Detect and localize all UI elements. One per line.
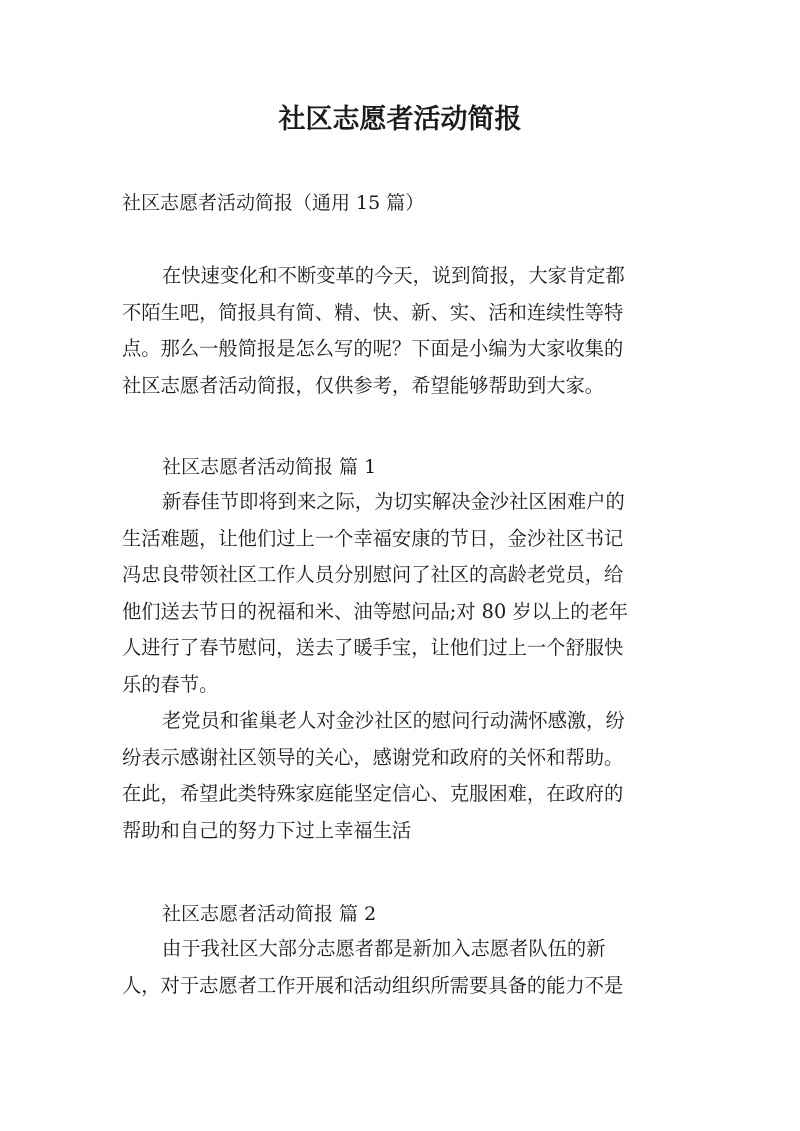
paragraph-line: 人，对于志愿者工作开展和活动组织所需要具备的能力不是	[122, 973, 624, 997]
paragraph-line: 新春佳节即将到来之际，为切实解决金沙社区困难户的	[162, 490, 625, 513]
paragraph-line: 他们送去节日的祝福和米、油等慰问品;对 80 岁以上的老年	[122, 599, 629, 623]
section-1-paragraph-2	[122, 703, 625, 849]
intro-line: 在快速变化和不断变革的今天，说到简报，大家肯定都	[162, 264, 625, 287]
section-2-heading: 社区志愿者活动简报 篇 2	[162, 903, 377, 925]
intro-line: 不陌生吧，简报具有简、精、快、新、实、活和连续性等特	[122, 300, 624, 324]
paragraph-line: 生活难题，让他们过上一个幸福安康的节日，金沙社区书记	[122, 526, 624, 550]
paragraph-line: 由于我社区大部分志愿者都是新加入志愿者队伍的新	[162, 937, 606, 960]
section-1-paragraph-1	[122, 484, 628, 703]
intro-line: 点。那么一般简报是怎么写的呢？下面是小编为大家收集的	[122, 337, 624, 360]
paragraph-line: 乐的春节。	[122, 672, 219, 696]
paragraph-line: 纷表示感谢社区领导的关心，感谢党和政府的关怀和帮助。	[122, 745, 624, 769]
paragraph-line: 在此，希望此类特殊家庭能坚定信心、克服困难，在政府的	[122, 782, 624, 805]
paragraph-line: 帮助和自己的努力下过上幸福生活	[122, 818, 412, 842]
paragraph-line: 老党员和雀巢老人对金沙社区的慰问行动满怀感激，纷	[162, 709, 625, 732]
document-title: 社区志愿者活动简报	[278, 104, 522, 135]
intro-line: 社区志愿者活动简报，仅供参考，希望能够帮助到大家。	[122, 373, 605, 397]
section-2-paragraph-1	[122, 931, 623, 1004]
paragraph-line: 冯忠良带领社区工作人员分别慰问了社区的高龄老党员，给	[122, 563, 624, 586]
paragraph-line: 人进行了春节慰问，送去了暖手宝，让他们过上一个舒服快	[122, 636, 624, 659]
intro-paragraph	[122, 258, 625, 404]
document-subtitle: 社区志愿者活动简报（通用 15 篇）	[122, 192, 425, 214]
section-1-heading: 社区志愿者活动简报 篇 1	[162, 456, 377, 478]
